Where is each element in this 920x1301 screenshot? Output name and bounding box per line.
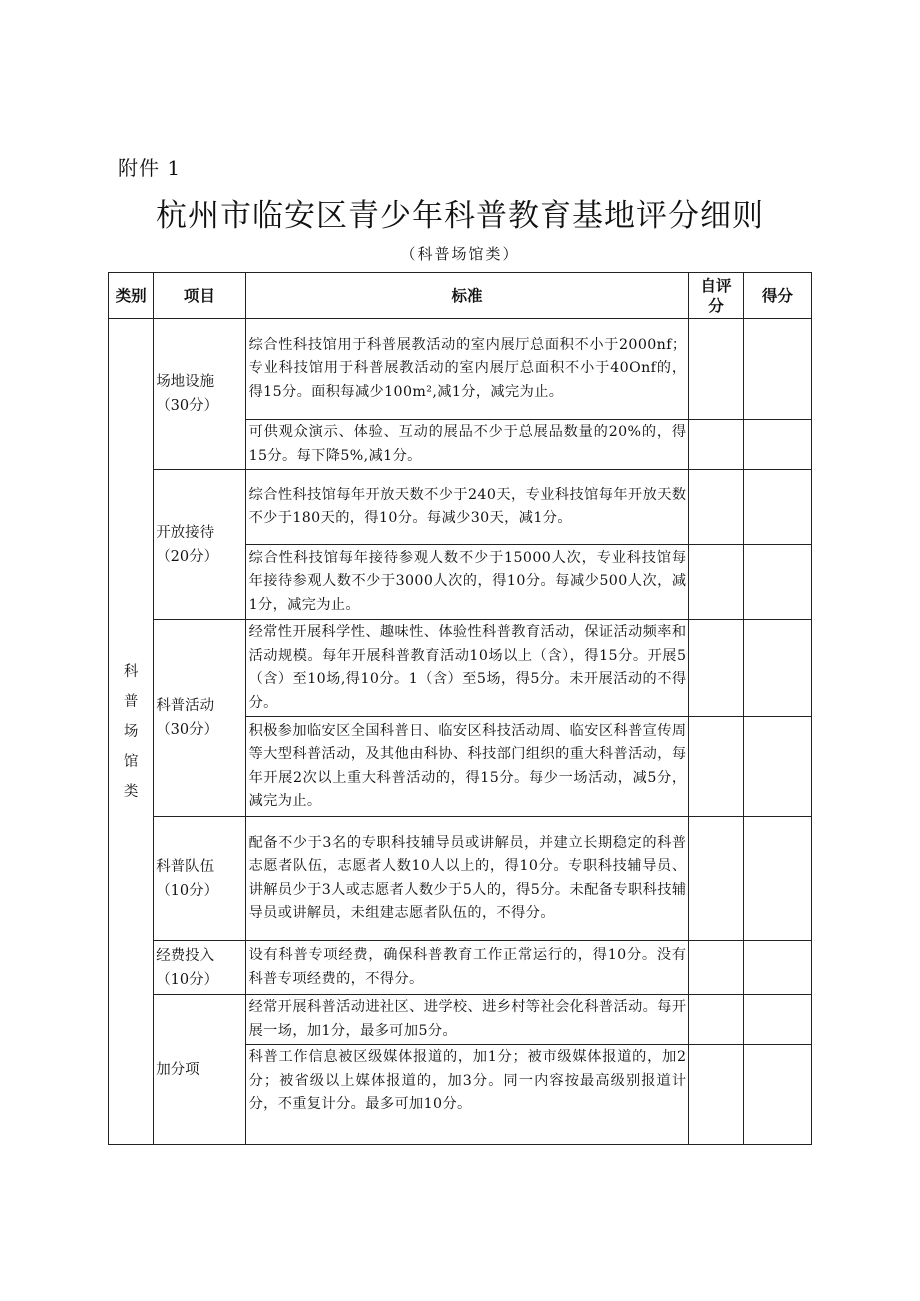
table-row: [109, 319, 812, 420]
self-score-input[interactable]: [689, 420, 743, 470]
table-row: [109, 941, 812, 995]
self-score-input[interactable]: [689, 470, 743, 545]
header-item: 项目: [154, 273, 245, 319]
criterion-cell: 科普工作信息被区级媒体报道的，加1分；被市级媒体报道的，加2分；被省级以上媒体报道的，加3分。同一内容按最高级别报道计分，不重复计分。最多可加10分。: [245, 1045, 689, 1145]
criterion-cell: 积极参加临安区全国科普日、临安区科技活动周、临安区科普宣传周等大型科普活动，及其他由科协、科技部门组织的重大科普活动，每年开展2次以上重大科普活动的，得15分。每少一场活动，减5分，减完为止。: [245, 717, 689, 817]
item-funding: 经费投入（10分）: [154, 941, 245, 995]
category-label: 科普场馆类: [123, 663, 139, 800]
header-self-score: 自评分: [689, 273, 743, 319]
annex-label: 附件 1: [118, 156, 182, 180]
score-input[interactable]: [743, 1045, 811, 1145]
criterion-cell: 综合性科技馆每年接待参观人数不少于15000人次，专业科技馆每年接待参观人数不少于3000人次的，得10分。每减少500人次，减1分，减完为止。: [245, 545, 689, 620]
header-category: 类别: [109, 273, 154, 319]
criterion-cell: 配备不少于3名的专职科技辅导员或讲解员，并建立长期稳定的科普志愿者队伍，志愿者人数10人以上的，得10分。专职科技辅导员、讲解员少于3人或志愿者人数少于5人的，得5分。未配备专职科技辅导员或讲解员，未组建志愿者队伍的，不得分。: [245, 817, 689, 941]
item-activities: 科普活动（30分）: [154, 620, 245, 817]
table-header-row: [109, 273, 812, 319]
header-standard: 标准: [245, 273, 689, 319]
document-title: 杭州市临安区青少年科普教育基地评分细则: [156, 198, 764, 234]
score-input[interactable]: [743, 941, 811, 995]
score-input[interactable]: [743, 470, 811, 545]
score-input[interactable]: [743, 995, 811, 1045]
criterion-cell: 综合性科技馆用于科普展教活动的室内展厅总面积不小于2000nf；专业科技馆用于科普展教活动的室内展厅总面积不小于40Onf的，得15分。面积每减少100m²,减1分，减完为止。: [245, 319, 689, 420]
self-score-input[interactable]: [689, 545, 743, 620]
score-input[interactable]: [743, 545, 811, 620]
self-score-input[interactable]: [689, 817, 743, 941]
document-subtitle: （科普场馆类）: [400, 245, 520, 263]
item-team: 科普队伍（10分）: [154, 817, 245, 941]
score-input[interactable]: [743, 420, 811, 470]
criterion-cell: 综合性科技馆每年开放天数不少于240天，专业科技馆每年开放天数不少于180天的，得10分。每减少30天，减1分。: [245, 470, 689, 545]
table-row: [109, 620, 812, 717]
header-score: 得分: [743, 273, 811, 319]
table-row: [109, 995, 812, 1045]
table-row: [109, 817, 812, 941]
self-score-input[interactable]: [689, 1045, 743, 1145]
self-score-input[interactable]: [689, 941, 743, 995]
self-score-input[interactable]: [689, 620, 743, 717]
category-cell: [109, 319, 154, 1145]
self-score-input[interactable]: [689, 995, 743, 1045]
score-input[interactable]: [743, 620, 811, 717]
criterion-cell: 经常开展科普活动进社区、进学校、进乡村等社会化科普活动。每开展一场，加1分，最多可加5分。: [245, 995, 689, 1045]
self-score-input[interactable]: [689, 717, 743, 817]
criterion-cell: 可供观众演示、体验、互动的展品不少于总展品数量的20%的，得15分。每下降5%,减1分。: [245, 420, 689, 470]
criterion-cell: 经常性开展科学性、趣味性、体验性科普教育活动，保证活动频率和活动规模。每年开展科普教育活动10场以上（含），得15分。开展5（含）至10场,得10分。1（含）至5场，得5分。未开展活动的不得分。: [245, 620, 689, 717]
item-facilities: 场地设施（30分）: [154, 319, 245, 470]
self-score-input[interactable]: [689, 319, 743, 420]
item-reception: 开放接待（20分）: [154, 470, 245, 620]
score-input[interactable]: [743, 319, 811, 420]
criterion-cell: 设有科普专项经费，确保科普教育工作正常运行的，得10分。没有科普专项经费的，不得分。: [245, 941, 689, 995]
scoring-rules-table: [108, 272, 812, 1145]
item-bonus: 加分项: [154, 995, 245, 1145]
score-input[interactable]: [743, 817, 811, 941]
table-row: [109, 470, 812, 545]
score-input[interactable]: [743, 717, 811, 817]
